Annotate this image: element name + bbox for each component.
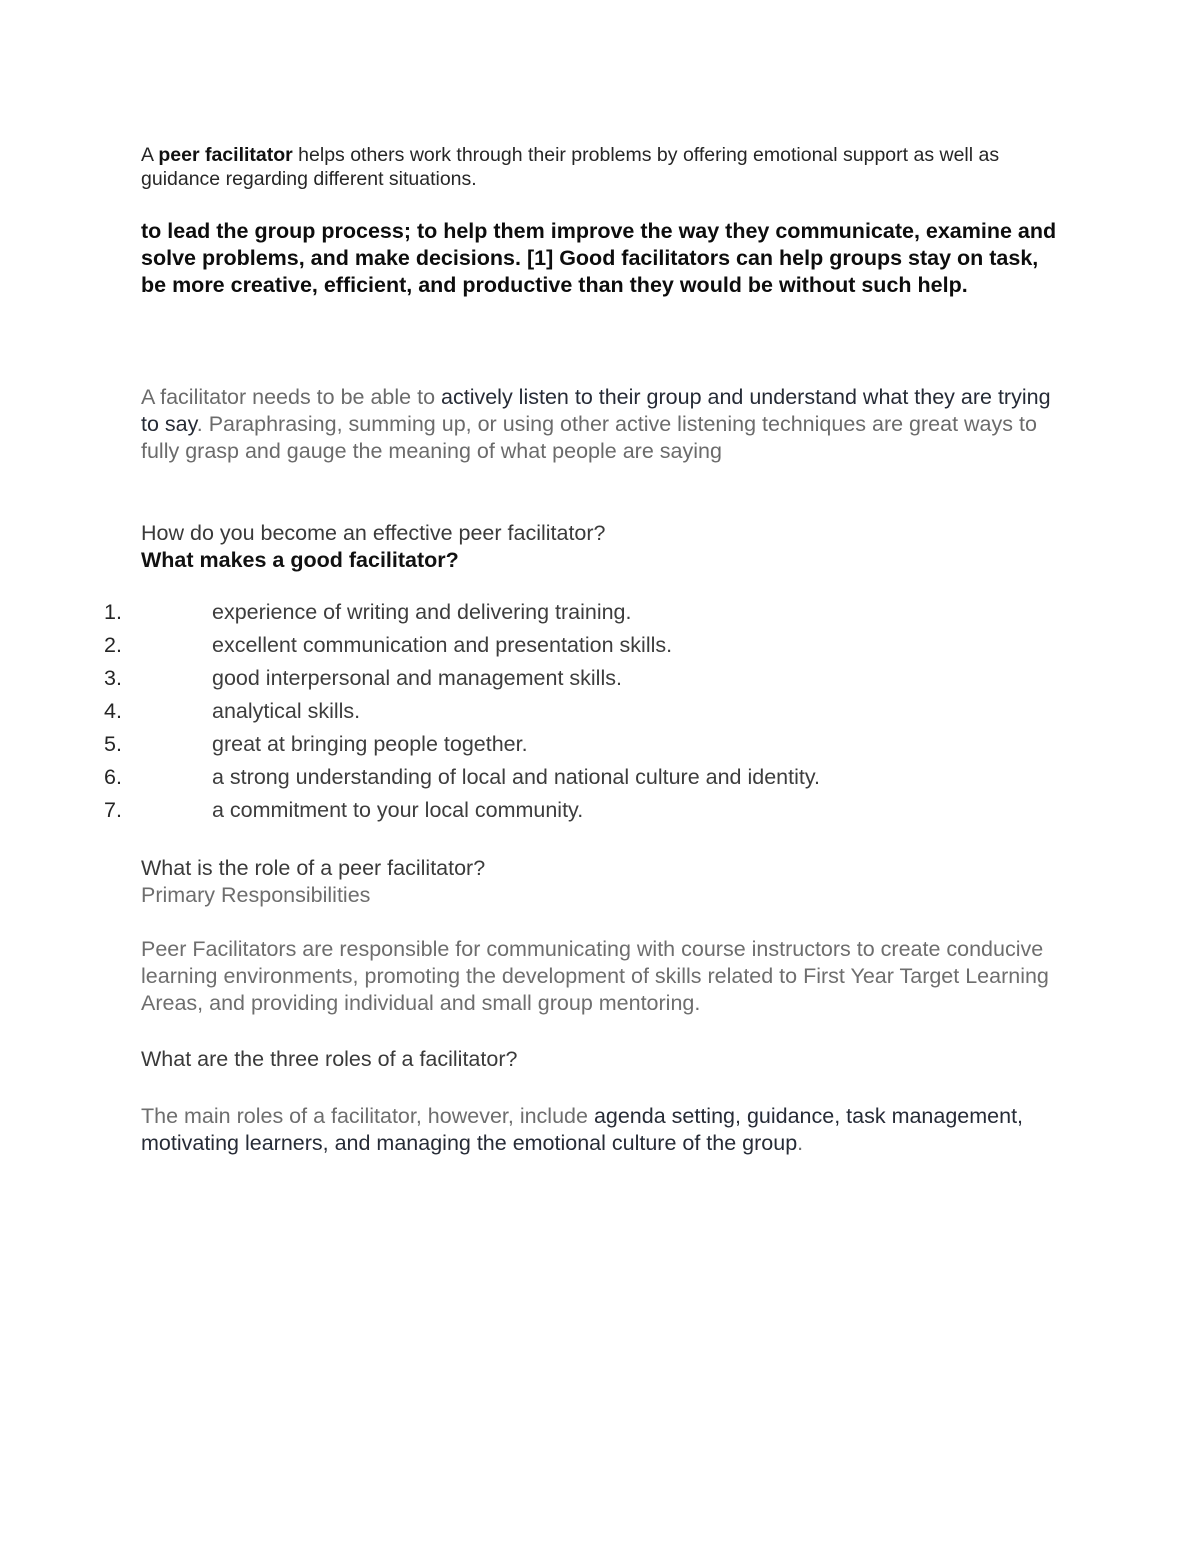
list-item [104,764,1064,797]
list-item-number: 1. [104,600,122,624]
list-item-text: a strong understanding of local and national culture and identity. [212,765,820,789]
list-item-number: 7. [104,798,122,822]
listening-paragraph [141,384,1061,465]
intro-prefix: A [141,144,159,166]
listening-rest: . Paraphrasing, summing up, or using other active listening techniques are great ways to fully grasp and gauge the meaning of what people are saying [141,412,1037,463]
main-roles-paragraph [141,1103,1061,1157]
list-item-text: analytical skills. [212,699,361,723]
purpose-paragraph: to lead the group process; to help them improve the way they communicate, examine and solve problems, and make decisions. [1] Good facilitators can help groups stay on task, be more creative, efficient, and productive than they would be without such help. [141,219,1057,297]
list-item [104,731,1064,764]
list-item-text: experience of writing and delivering training. [212,600,632,624]
question-good-facilitator: What makes a good facilitator? [141,548,459,572]
list-item-number: 5. [104,732,122,756]
question-role: What is the role of a peer facilitator? [141,856,486,880]
intro-rest: helps others work through their problems by offering emotional support as well as guidance regarding different situations. [141,144,1000,190]
list-item-number: 3. [104,666,122,690]
list-item [104,665,1064,698]
main-roles-highlight: agenda setting, guidance, task management, motivating learners, and managing the emotional culture of the group [141,1104,1024,1155]
list-item-number: 4. [104,699,122,723]
list-item [104,698,1064,731]
question-three-roles: What are the three roles of a facilitator? [141,1047,518,1071]
list-item-text: a commitment to your local community. [212,798,584,822]
list-item-text: good interpersonal and management skills. [212,666,622,690]
qualities-list [104,599,1064,830]
list-item-text: excellent communication and presentation skills. [212,633,673,657]
listening-lead: A facilitator needs to be able to [141,385,442,409]
list-item [104,632,1064,665]
intro-bold-term: peer facilitator [158,144,293,166]
listening-highlight: actively listen to their group and understand what they are trying to say [141,385,1051,436]
responsibilities-paragraph: Peer Facilitators are responsible for communicating with course instructors to create conducive learning environments, promoting the development of skills related to First Year Target Learning Areas, and providing individual and small group mentoring. [141,937,1049,1015]
main-roles-rest: . [797,1131,804,1155]
intro-paragraph [141,143,1061,191]
list-item-text: great at bringing people together. [212,732,528,756]
list-item [104,797,1064,830]
main-roles-lead: The main roles of a facilitator, however, include [141,1104,594,1128]
subheading-responsibilities: Primary Responsibilities [141,883,371,907]
list-item-number: 6. [104,765,122,789]
list-item-number: 2. [104,633,122,657]
list-item [104,599,1064,632]
question-become-facilitator: How do you become an effective peer facilitator? [141,521,606,545]
